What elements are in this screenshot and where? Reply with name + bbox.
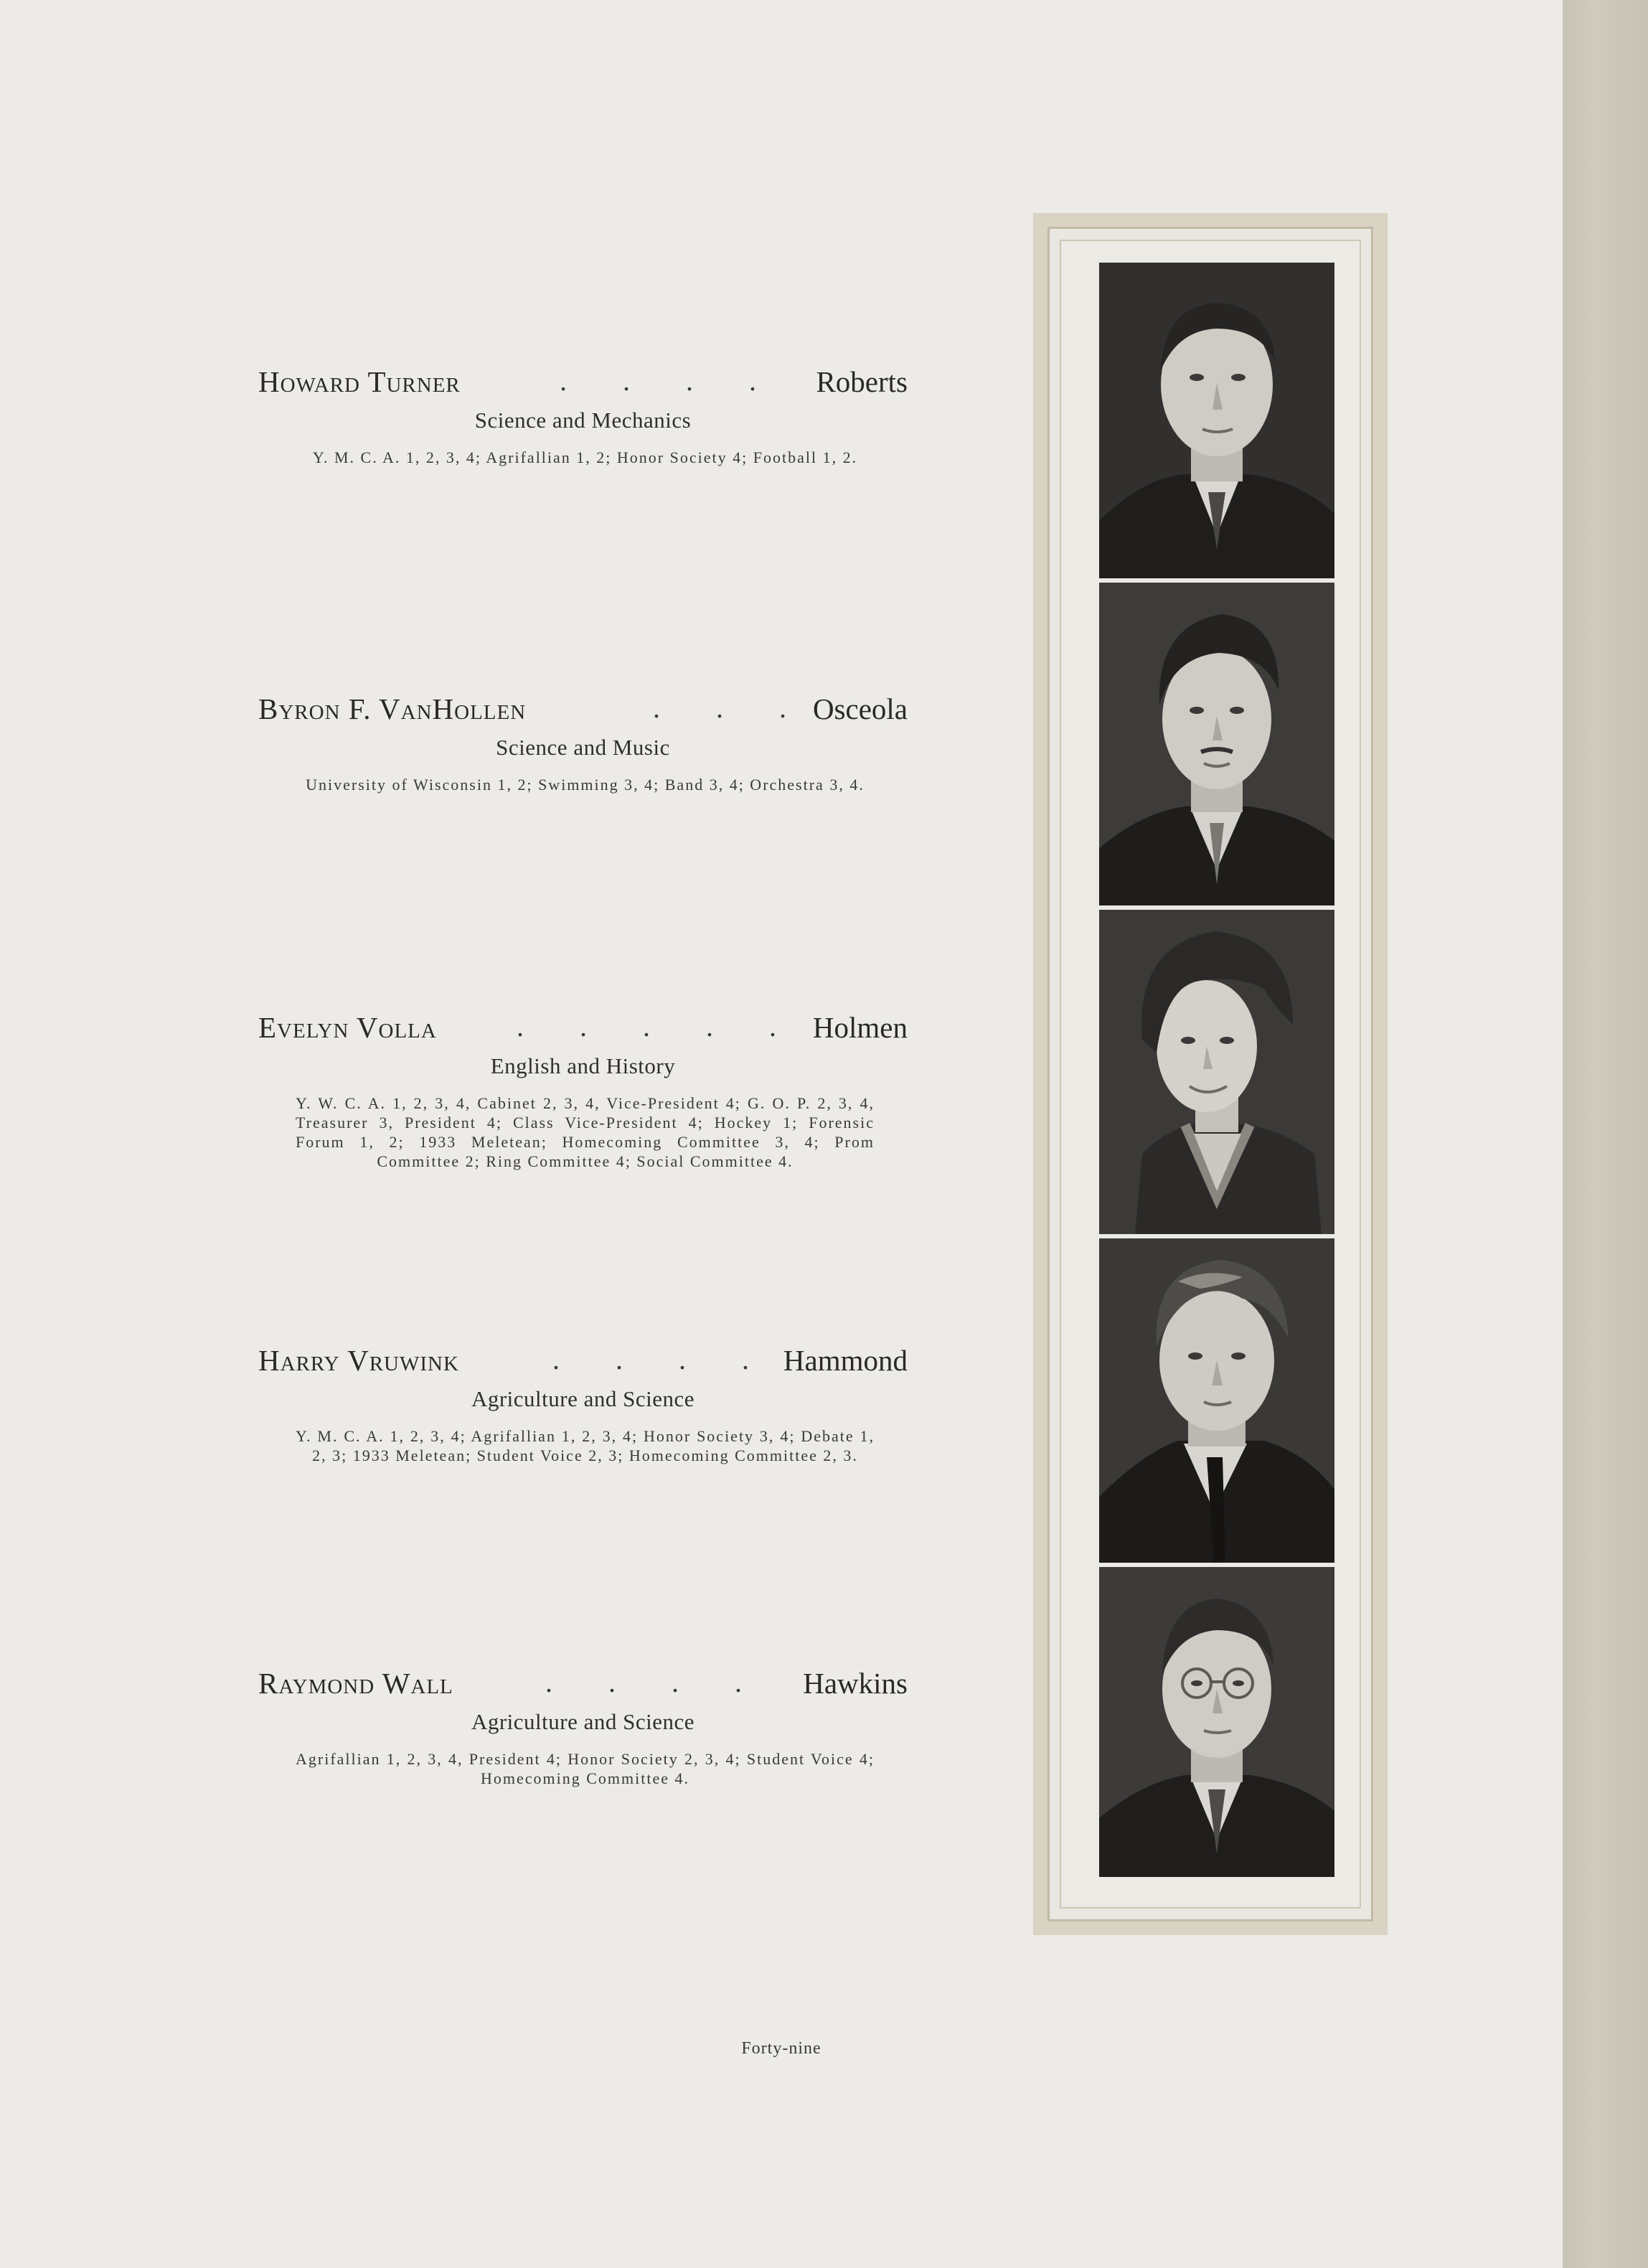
- entry-header: [258, 686, 908, 726]
- leader-dots: . . . .: [560, 364, 781, 397]
- senior-entry: [258, 686, 908, 794]
- senior-entry: [258, 1337, 908, 1465]
- leader-dots: . . . .: [545, 1666, 766, 1698]
- senior-entry: [258, 1004, 908, 1171]
- leader-dots: . . . .: [552, 1343, 773, 1375]
- course-of-study: English and History: [490, 1053, 676, 1078]
- portrait-photo: [1099, 1567, 1334, 1877]
- entry-header: [258, 1660, 908, 1700]
- student-name: Evelyn Volla: [258, 1011, 437, 1044]
- portrait-photo: [1099, 583, 1334, 905]
- student-name: Byron F. VanHollen: [258, 692, 527, 725]
- hometown: Hawkins: [803, 1667, 908, 1700]
- senior-entry: [258, 359, 908, 467]
- leader-dots: . . . . .: [517, 1010, 801, 1043]
- student-name: Howard Turner: [258, 365, 461, 398]
- student-name: Raymond Wall: [258, 1667, 453, 1700]
- course-of-study: Science and Music: [496, 735, 670, 760]
- portrait-photo: [1099, 263, 1334, 578]
- leader-dots: . . .: [653, 692, 811, 724]
- page-number: Forty-nine: [741, 2039, 821, 2058]
- activities-list: Y. M. C. A. 1, 2, 3, 4; Agrifallian 1, 2; Honor Society 4; Football 1, 2.: [312, 448, 858, 466]
- entry-header: [258, 359, 908, 399]
- hometown: Roberts: [816, 365, 908, 398]
- student-name: Harry Vruwink: [258, 1344, 459, 1377]
- page-edge: [1563, 0, 1648, 2268]
- senior-entry: [258, 1660, 908, 1788]
- hometown: Holmen: [812, 1011, 908, 1044]
- activities-list: Agrifallian 1, 2, 3, 4, President 4; Honor Society 2, 3, 4; Student Voice 4; Homecoming Committee 4.: [296, 1750, 875, 1787]
- course-of-study: Agriculture and Science: [471, 1386, 695, 1411]
- activities-list: University of Wisconsin 1, 2; Swimming 3, 4; Band 3, 4; Orchestra 3, 4.: [306, 776, 865, 794]
- activities-list: Y. M. C. A. 1, 2, 3, 4; Agrifallian 1, 2, 3, 4; Honor Society 3, 4; Debate 1, 2, 3; 1933 Meletean; Student Voice 2, 3; Homecoming Committee 2, 3.: [296, 1427, 875, 1464]
- portrait-photo: [1099, 910, 1334, 1234]
- activities-list: Y. W. C. A. 1, 2, 3, 4, Cabinet 2, 3, 4, Vice-President 4; G. O. P. 2, 3, 4, Treasurer 3, President 4; Class Vice-President 4; Hockey 1; Forensic Forum 1, 2; 1933 Meletean; Homecoming Committee 3, 4; Prom Committee 2; Ring Committee 4; Social Committee 4.: [296, 1094, 875, 1170]
- course-of-study: Agriculture and Science: [471, 1709, 695, 1734]
- entry-header: [258, 1337, 908, 1378]
- hometown: Osceola: [812, 692, 908, 725]
- hometown: Hammond: [783, 1344, 908, 1377]
- entry-header: [258, 1004, 908, 1045]
- portrait-photo: [1099, 1238, 1334, 1563]
- course-of-study: Science and Mechanics: [474, 408, 692, 433]
